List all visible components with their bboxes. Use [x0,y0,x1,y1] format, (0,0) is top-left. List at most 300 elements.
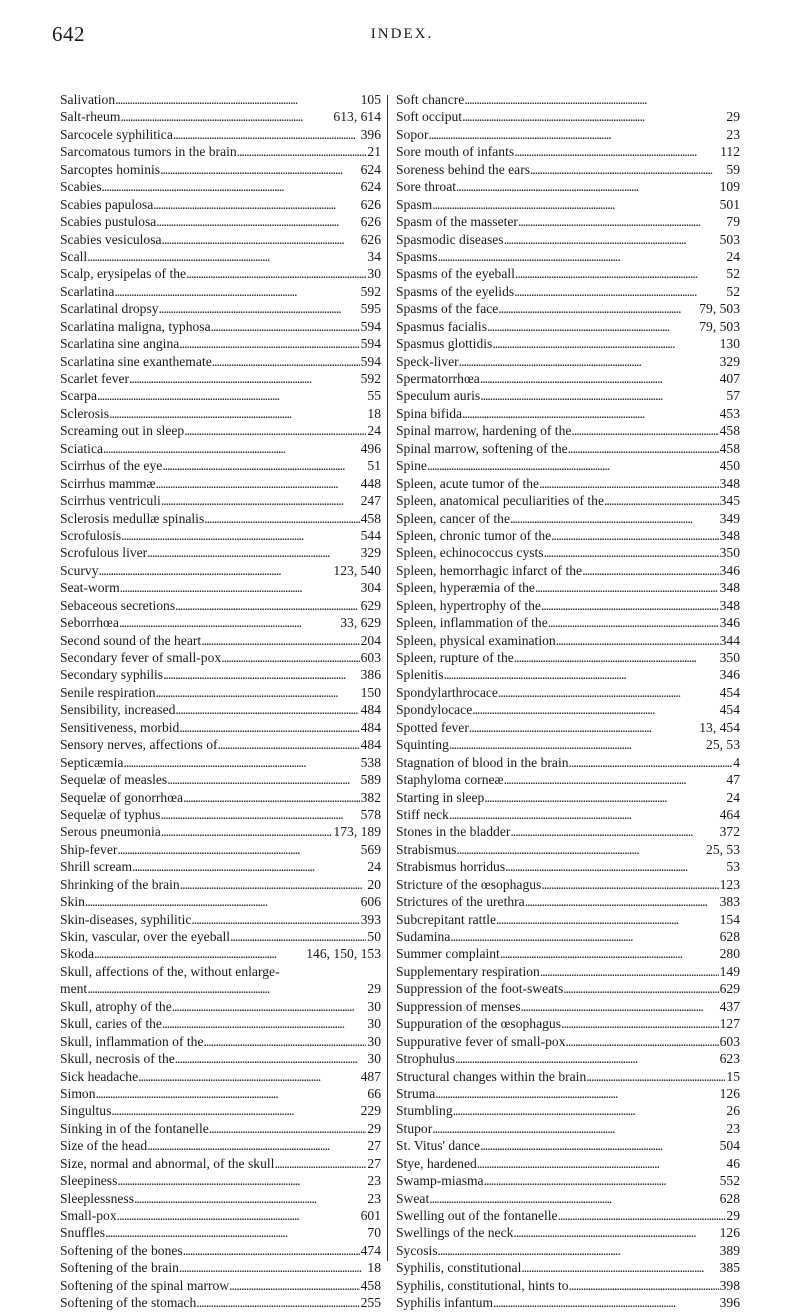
entry-pages: 23 [367,1190,381,1206]
index-entry [60,1294,381,1311]
entry-term: Sarcomatous tumors in the brain [60,144,237,160]
leader-dots [147,1137,366,1154]
index-entry [396,911,740,928]
leader-dots [160,806,359,823]
entry-term: Second sound of the heart [60,632,202,648]
leader-dots [179,335,359,352]
leader-dots [498,684,719,701]
index-entry [396,1294,740,1311]
index-entry [396,231,740,248]
index-entry [60,1155,381,1172]
entry-pages: 29 [367,981,381,997]
leader-dots [211,318,360,335]
leader-dots [539,475,719,492]
entry-term: Splenitis [396,667,444,683]
leader-dots [96,1085,367,1102]
leader-dots [456,841,705,858]
entry-term: Scarpa [60,388,97,404]
entry-pages: 27 [367,1138,381,1154]
entry-term: Spleen, echinococcus cysts [396,545,544,561]
entry-term: Spleen, chronic tumor of the [396,527,552,543]
index-entry [60,1137,381,1154]
entry-term: Scirrhus ventriculi [60,493,161,509]
entry-pages: 53 [726,859,740,875]
index-entry [396,1277,740,1294]
entry-term: Struma [396,1085,436,1101]
entry-pages: 18 [367,1260,381,1276]
entry-term: Squinting [396,737,449,753]
index-entry [396,963,740,980]
entry-term: Soft chancre [396,92,465,107]
index-entry [60,1120,381,1137]
leader-dots [432,1120,725,1137]
entry-pages: 329 [360,545,381,561]
leader-dots [438,248,726,265]
entry-term: Scabies pustulosa [60,214,157,230]
entry-term: Strabismus [396,841,457,857]
index-entry [396,998,740,1015]
entry-pages: 24 [367,859,381,875]
index-entry [396,754,740,771]
index-entry [396,108,740,125]
entry-pages: 592 [360,283,381,299]
entry-term: Scarlatina [60,283,115,299]
entry-term: Spleen, hyperæmia of the [396,580,535,596]
entry-pages: 29 [726,1208,740,1223]
entry-pages: 398 [719,1277,740,1293]
index-entry [396,126,740,143]
leader-dots [203,1033,366,1050]
index-entry [396,771,740,788]
entry-pages: 30 [367,1051,381,1067]
entry-pages: 538 [360,754,381,770]
entry-pages: 484 [360,719,381,735]
leader-dots [449,736,705,753]
entry-pages: 626 [360,214,381,230]
leader-dots [175,701,359,718]
leader-dots [505,858,725,875]
leader-dots [196,1294,359,1311]
entry-pages: 57 [726,388,740,404]
index-entry [60,1190,381,1207]
leader-dots [477,1155,726,1172]
index-entry [396,143,740,160]
leader-dots [571,422,718,439]
index-entry [60,911,381,928]
leader-dots [173,126,360,143]
leader-dots [109,405,366,422]
entry-pages: 594 [360,336,381,352]
entry-term: Softening of the spinal marrow [60,1277,230,1293]
leader-dots [492,335,718,352]
entry-term: Size of the head [60,1138,148,1154]
entry-term: Simon [60,1085,96,1101]
index-entry [396,1033,740,1050]
page-header [52,22,752,58]
entry-term: Speck-liver [396,353,459,369]
leader-dots [462,108,725,125]
index-entry [396,457,740,474]
entry-term: Shrinking of the brain [60,876,180,892]
entry-term: Size, normal and abnormal, of the skull [60,1155,275,1171]
index-entry [396,666,740,683]
leader-dots [105,1224,366,1241]
index-entry [60,353,381,370]
entry-term: Syphilis infantum [396,1295,494,1311]
index-entry [396,841,740,858]
leader-dots [179,1259,366,1276]
index-entry [60,527,381,544]
index-entry [396,1242,740,1259]
leader-dots [472,701,718,718]
index-entry [60,510,381,527]
entry-pages: 127 [719,1016,740,1032]
leader-dots [138,1068,359,1085]
index-entry [60,1277,381,1294]
entry-term: Scall [60,248,88,264]
leader-dots [427,457,719,474]
leader-dots [514,283,725,300]
entry-pages: 112 [720,144,740,160]
index-entry [60,283,381,300]
index-entry [60,440,381,457]
index-entry [60,736,381,753]
leader-dots [97,387,366,404]
entry-term: Sick headache [60,1068,139,1084]
entry-pages: 628 [719,929,740,944]
leader-dots [582,562,719,579]
entry-pages: 20 [367,876,381,892]
entry-pages: 448 [360,475,381,491]
entry-term: Scrofulous liver [60,545,148,561]
left-column [60,91,381,1312]
leader-dots [102,178,360,195]
entry-term: Spasmodic diseases [396,231,504,247]
leader-dots [120,108,332,125]
leader-dots [161,823,333,840]
entry-term: Swellings of the neck [396,1225,514,1241]
leader-dots [156,475,360,492]
entry-pages: 624 [360,161,381,177]
index-entry [396,387,740,404]
index-entry [60,858,381,875]
entry-term: Spasms of the face [396,301,499,317]
index-entry [60,143,381,160]
entry-term: Sarcoptes hominis [60,161,161,177]
index-entry [396,789,740,806]
entry-pages: 484 [360,702,381,718]
index-entry [60,684,381,701]
entry-term: Screaming out in sleep [60,423,185,439]
entry-pages: 24 [726,789,740,805]
entry-term: Strictures of the urethra [396,894,525,910]
index-entry [60,649,381,666]
index-entry [396,544,740,561]
entry-term: Scarlet fever [60,371,130,386]
entry-pages: 348 [719,527,740,543]
entry-pages: 629 [360,597,381,613]
entry-term: Stones in the bladder [396,824,511,840]
leader-dots [450,928,718,945]
entry-term: Spinal marrow, hardening of the [396,423,572,439]
entry-term: Sensory nerves, affections of [60,737,218,753]
leader-dots [469,719,698,736]
index-entry [396,1120,740,1137]
entry-pages: 23 [726,126,740,142]
leader-dots [521,1259,718,1276]
entry-pages: 304 [360,580,381,596]
entry-pages: 52 [726,266,740,282]
leader-dots [563,980,718,997]
entry-pages: 496 [360,440,381,456]
entry-pages: 123 [719,876,740,892]
leader-dots [114,283,359,300]
index-entry [396,632,740,649]
leader-dots [496,911,719,928]
leader-dots [94,945,305,962]
leader-dots [453,1102,726,1119]
index-entry [60,231,381,248]
entry-pages: 594 [360,318,381,334]
entry-term: Swamp-miasma [396,1173,484,1189]
entry-term: Subcrepitant rattle [396,911,497,927]
index-entry [396,858,740,875]
entry-pages: 396 [719,1295,740,1311]
entry-term: Sudamina [396,929,451,944]
index-entry [60,213,381,230]
leader-dots [180,876,367,893]
index-entry [60,265,381,282]
leader-dots [237,143,367,160]
entry-pages: 544 [360,527,381,543]
entry-term: Scarlatina sine angina [60,336,180,352]
entry-term: Spleen, inflammation of the [396,615,548,631]
entry-pages: 79 [726,214,740,230]
entry-term: Spermatorrhœa [396,371,480,386]
entry-term: Senile respiration [60,684,156,700]
entry-pages: 603 [360,650,381,665]
index-entry [60,1259,381,1276]
leader-dots [274,1155,366,1172]
index-entry [60,579,381,596]
entry-pages: 29 [726,109,740,125]
entry-pages: 348 [719,597,740,613]
entry-term: Skoda [60,946,94,962]
entry-term: Spinal marrow, softening of the [396,440,568,456]
entry-pages: 407 [719,371,740,386]
entry-pages: 18 [367,405,381,421]
entry-pages: 23 [367,1173,381,1189]
leader-dots [435,1085,718,1102]
entry-term: Sore mouth of infants [396,144,515,160]
entry-pages: 126 [719,1085,740,1101]
leader-dots [119,614,339,631]
entry-term: Ship-fever [60,841,118,857]
index-entry [60,841,381,858]
leader-dots [561,1015,719,1032]
entry-pages: 15 [726,1068,740,1084]
entry-pages: 453 [719,405,740,421]
leader-dots [111,1102,359,1119]
index-entry [60,91,381,108]
leader-dots [604,492,719,509]
leader-dots [521,998,719,1015]
index-entry [60,492,381,509]
entry-term: Skull, inflammation of the [60,1033,204,1049]
leader-dots [175,1050,367,1067]
entry-pages: 329 [719,353,740,369]
entry-pages: 13, 454 [699,719,740,735]
entry-pages: 30 [367,1016,381,1032]
entry-term: Sensitiveness, morbid [60,719,180,735]
index-entry [396,893,740,910]
entry-term: Spondylarthrocace [396,684,498,700]
index-entry [60,387,381,404]
entry-pages: 70 [367,1225,381,1241]
index-entry [396,1102,740,1119]
leader-dots [156,684,360,701]
entry-term: Suppression of the foot-sweats [396,981,564,997]
entry-pages: 350 [719,545,740,561]
leader-dots [163,666,360,683]
index-entry [60,475,381,492]
entry-pages: 346 [719,562,740,578]
leader-dots [498,300,698,317]
index-entry [60,562,381,579]
index-entry [60,876,381,893]
entry-term: Serous pneumonia [60,824,161,840]
entry-pages: 487 [360,1068,381,1084]
entry-term: Sequelæ of measles [60,772,168,788]
entry-term: Sebaceous secretions [60,597,176,613]
entry-pages: 126 [719,1225,740,1241]
entry-pages: 504 [719,1138,740,1154]
index-entry [60,126,381,143]
entry-term: Sleepiness [60,1173,118,1189]
entry-pages: 454 [719,702,740,718]
entry-pages: 344 [719,632,740,648]
leader-dots [500,945,719,962]
entry-pages: 348 [719,475,740,491]
entry-term: Suppurative fever of small-pox [396,1033,566,1049]
entry-term: Skull, necrosis of the [60,1051,175,1067]
leader-dots [183,789,360,806]
entry-term: Spleen, rupture of the [396,650,514,665]
index-entry [396,213,740,230]
entry-term: Spasms of the eyeball [396,266,515,282]
entry-pages: 23 [726,1120,740,1136]
index-entry [60,1242,381,1259]
entry-pages: 603 [719,1033,740,1049]
entry-term: Spleen, cancer of the [396,510,510,526]
index-entry [396,265,740,282]
index-entry [396,370,740,387]
entry-term: Spondylocace [396,702,473,718]
entry-pages: 552 [719,1173,740,1189]
leader-dots [103,440,360,457]
leader-dots [510,510,719,527]
leader-dots [201,632,359,649]
leader-dots [444,666,719,683]
entry-pages: 458 [360,510,381,526]
entry-pages: 154 [719,911,740,927]
entry-pages: 66 [367,1085,381,1101]
leader-dots [464,91,739,108]
entry-pages: 46 [726,1155,740,1171]
leader-dots [513,1224,718,1241]
leader-dots [480,387,725,404]
entry-term: Soft occiput [396,109,463,125]
index-entry [60,1050,381,1067]
entry-term: Skin, vascular, over the eyeball [60,929,231,944]
entry-term: Secondary syphilis [60,667,164,683]
index-entry [396,335,740,352]
entry-term: Spleen, hypertrophy of the [396,597,541,613]
index-entry [60,544,381,561]
entry-pages: 626 [360,231,381,247]
entry-pages: 30 [367,266,381,282]
entry-pages: 474 [360,1242,381,1258]
index-entry [60,161,381,178]
index-entry [60,614,381,631]
entry-pages: 594 [360,353,381,369]
index-entry [60,980,381,997]
leader-dots [504,231,719,248]
entry-pages: 396 [360,126,381,142]
index-entry [60,1033,381,1050]
leader-dots [162,1015,366,1032]
entry-pages: 59 [726,161,740,177]
entry-term: Spasm [396,196,433,212]
index-entry [60,108,381,125]
leader-dots [129,370,360,387]
entry-pages: 458 [360,1277,381,1293]
entry-pages: 47 [726,772,740,788]
index-entry [396,178,740,195]
leader-dots [162,231,360,248]
entry-term: Structural changes within the brain [396,1068,587,1084]
entry-term: Sopor [396,126,429,142]
index-entry [396,1050,740,1067]
entry-term: Suppression of menses [396,998,521,1014]
index-entry [396,492,740,509]
entry-pages: 450 [719,458,740,474]
leader-dots [175,597,359,614]
leader-dots [556,632,719,649]
index-entry [396,945,740,962]
leader-dots [487,318,698,335]
leader-dots [99,562,333,579]
entry-pages: 346 [719,667,740,683]
index-entry [396,684,740,701]
entry-pages: 146, 150, 153 [306,946,381,962]
entry-term: Shrill scream [60,859,133,875]
index-entry [60,405,381,422]
index-entry [396,1224,740,1241]
entry-pages: 123, 540 [333,562,381,578]
entry-term: Spine [396,458,427,474]
leader-dots [183,1242,360,1259]
entry-term: Scarlatina maligna, typhosa [60,318,211,334]
leader-dots [115,91,359,108]
entry-pages: 33, 629 [340,615,381,631]
entry-term: Scurvy [60,562,99,578]
leader-dots [493,1294,719,1311]
entry-pages: 55 [367,388,381,404]
leader-dots [586,1068,725,1085]
entry-pages: 503 [719,231,740,247]
entry-term: Stumbling [396,1103,453,1119]
